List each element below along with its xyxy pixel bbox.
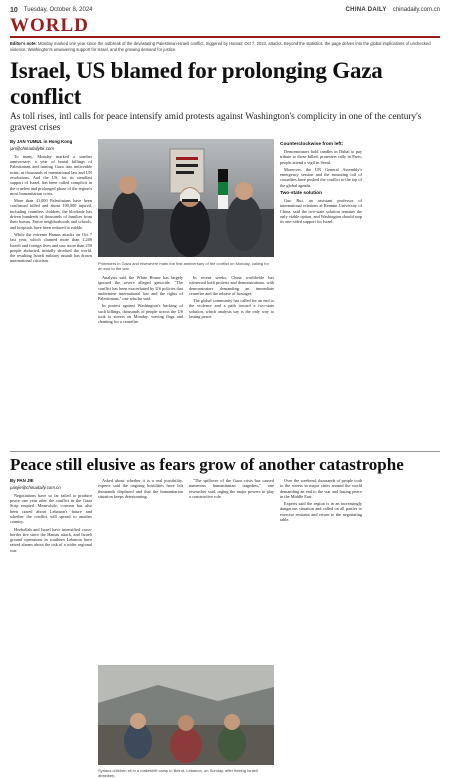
story2-byline-email: panjie@chinadaily.com.cn [10, 485, 61, 491]
paragraph: Hezbollah and Israel have intensified cross-border fire since the Hamas attack, and Israeli ground operations in southern Lebanon have raised alarms about the risk of a wider regional war. [10, 526, 92, 553]
story1-column-3 [189, 275, 274, 447]
paragraph: Asked about whether it is a real possibility, experts said the ongoing hostilities have left thousands displaced and that the humanitarian situation keeps deteriorating. [98, 478, 183, 499]
paragraph: Over the weekend, thousands of people took to the streets in major cities around the world demanding an end to the war and lasting peace in the Middle East. [280, 478, 362, 499]
story1-column-4 [280, 139, 362, 447]
paragraph: Moreover, the UN General Assembly's emergency session and the mounting toll of casualties have pushed the conflict to the top of the global agenda. [280, 166, 362, 188]
main-story [10, 139, 440, 447]
paragraph: Experts said the region is in an increasingly dangerous situation and called on all parties to exercise restraint and return to the negotiating table. [280, 501, 362, 523]
issue-date: Tuesday, October 8, 2024 [23, 7, 93, 13]
story1-byline: By JAN YUMUL in Hong Kong [10, 139, 73, 144]
story2-column-2 [98, 478, 183, 662]
paragraph: "The spillover of the Gaza crisis has caused numerous humanitarian tragedies," one researcher said, urging the major powers to play a constructive role. [189, 478, 274, 499]
photo-key-heading: Counterclockwise from left: [280, 142, 344, 147]
main-headline: Israel, US blamed for prolonging Gaza conflict [10, 58, 383, 109]
protest-photo-caption: Protesters in Gaza and elsewhere mark the first anniversary of the conflict on Monday, calling for an end to the war. [98, 261, 269, 271]
story1-center [98, 139, 274, 447]
story2-column-1 [10, 478, 92, 778]
camp-photo-image [98, 665, 274, 765]
story1-column-1 [10, 139, 92, 447]
second-headline: Peace still elusive as fears grow of another catastrophe [10, 455, 404, 474]
paragraph: While the extreme Hamas attacks on Oct 7 last year, which claimed more than 1,200 Israeli and foreign lives and saw more than 250 people abducted, initially shocked the world, the resulting Israeli military assault has drawn international criticism. [10, 231, 92, 264]
section-divider [10, 451, 440, 452]
protest-photo [98, 139, 274, 257]
paragraph: Negotiations have so far failed to produce peace one year after the conflict in the Gaza Strip erupted. Meanwhile, concern has also been raised about Lebanon's future and whether the conflict will spread to another country. [10, 492, 92, 525]
paragraph: In protest against Washington's backing of such killings, thousands of people across the US took to streets on Monday, waving flags and chanting for a ceasefire. [98, 303, 183, 325]
page-number: 10 [10, 6, 18, 14]
section-title: WORLD [10, 15, 89, 36]
paragraph: To many, Monday marked a somber anniversary: a year of brutal killings of Palestinians and turning Gaza into unliveable ruins, as thousands of international law and UN resolutions. And the US, for its steadfast support of Israel, has been called complicit in the cruelest and prolonged phase of the region's most humanitarian crisis. [10, 153, 92, 196]
paragraph: Analysts said the White House has largely ignored the severe alleged genocide. "The conflict has been exacerbated by US policies that undermine international law and the rights of Palestinians," one scholar said. [98, 275, 183, 302]
editor-note [10, 41, 440, 54]
main-subhead: As toll rises, intl calls for peace intensify amid protests against Washington's complicity in one of the century's gravest crises [10, 112, 422, 133]
second-story [10, 478, 440, 778]
story2-column-3 [189, 478, 274, 662]
camp-photo-caption: Syrians children sit in a makeshift camp in Beirut, Lebanon, on Sunday, after fleeing Israeli airstrikes. [98, 768, 258, 778]
paragraph: The global community has called for an end to the violence and a path toward a two-state solution, which analysts say is the only way to lasting peace. [189, 298, 274, 320]
protest-photo-image [98, 139, 274, 257]
story2-center-columns [98, 478, 274, 662]
paper-name: CHINA DAILY [345, 7, 387, 13]
camp-photo [98, 665, 274, 765]
story1-subheading: Two-state solution [280, 191, 323, 197]
editor-note-label: Editor's note: [10, 41, 37, 46]
story2-column-4 [280, 478, 362, 778]
editor-note-text: Monday marked one year since the outbreak of the devastating Palestinian-Israeli conflict, triggered by Hamas' Oct 7, 2023, attacks. Beyond the statistics, the page delves into the global implications of unchecked violence, Washington's unwavering support for Israel, and the growing demand for justice. [10, 41, 431, 52]
paragraph: Guo Rui, an assistant professor of international relations at Renmin University of China, said the two-state solution remains the only viable option, and Washington should stop its one-sided support for Israel. [280, 198, 362, 225]
page-header [10, 0, 440, 16]
paper-url: chinadaily.com.cn [392, 7, 440, 13]
story1-byline-email: jan@chinadailyhk.com [10, 146, 54, 152]
paragraph: More than 41,000 Palestinians have been confirmed killed and about 100,000 injured, including countless children, the blockade has driven hundreds of thousands of families from their homes. Entire neighborhoods and schools, and hospitals have been reduced to rubble. [10, 198, 92, 230]
story2-center [98, 478, 274, 778]
paragraph: Demonstrators hold candles in Dubai to pay tribute to those killed; protesters rally in Paris; people attend a vigil in Seoul. [280, 149, 362, 165]
story1-column-2 [98, 275, 183, 447]
story1-center-columns [98, 275, 274, 447]
story2-byline: By PAN JIE [10, 478, 34, 483]
paragraph: In recent weeks, China worldwide has witnessed both protests and demonstrations, with demonstrators demanding an immediate ceasefire and the release of hostages. [189, 275, 274, 296]
section-banner [10, 16, 440, 38]
